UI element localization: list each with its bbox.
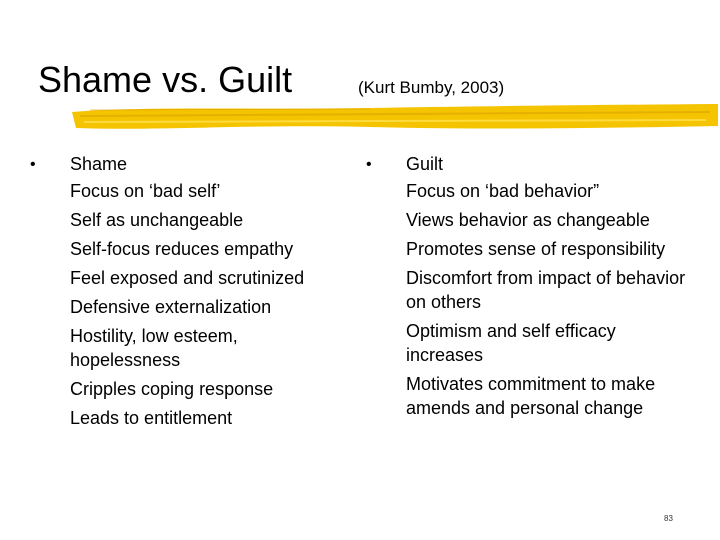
guilt-heading: Guilt (406, 154, 444, 174)
shame-item: Hostility, low esteem, hopelessness (70, 326, 238, 370)
shame-item: Focus on ‘bad self’ (70, 181, 221, 201)
guilt-item: Discomfort from impact of behavior on others (406, 268, 686, 312)
shame-heading: Shame (70, 154, 128, 174)
shame-item: Defensive externalization (70, 297, 272, 317)
slide-title: Shame vs. Guilt (38, 59, 293, 100)
shame-column (30, 150, 350, 430)
shame-item: Self as unchangeable (70, 210, 244, 230)
bullet-icon: • (366, 156, 372, 173)
shame-item: Self-focus reduces empathy (70, 239, 294, 259)
guilt-heading-row (366, 150, 686, 179)
guilt-item: Focus on ‘bad behavior” (406, 181, 600, 201)
guilt-item: Views behavior as changeable (406, 210, 650, 230)
shame-list (30, 179, 350, 430)
guilt-item: Promotes sense of responsibility (406, 239, 666, 259)
shame-heading-row (30, 150, 350, 179)
citation: (Kurt Bumby, 2003) (358, 78, 505, 97)
guilt-list (366, 179, 686, 420)
page-number: 83 (664, 514, 673, 523)
shame-item: Cripples coping response (70, 379, 274, 399)
guilt-column (366, 150, 686, 420)
bullet-icon: • (30, 156, 36, 173)
guilt-item: Motivates commitment to make amends and personal change (406, 374, 656, 418)
guilt-item: Optimism and self efficacy increases (406, 321, 616, 365)
shame-item: Feel exposed and scrutinized (70, 268, 305, 288)
highlight-brush-stroke (70, 100, 720, 134)
shame-item: Leads to entitlement (70, 408, 233, 428)
